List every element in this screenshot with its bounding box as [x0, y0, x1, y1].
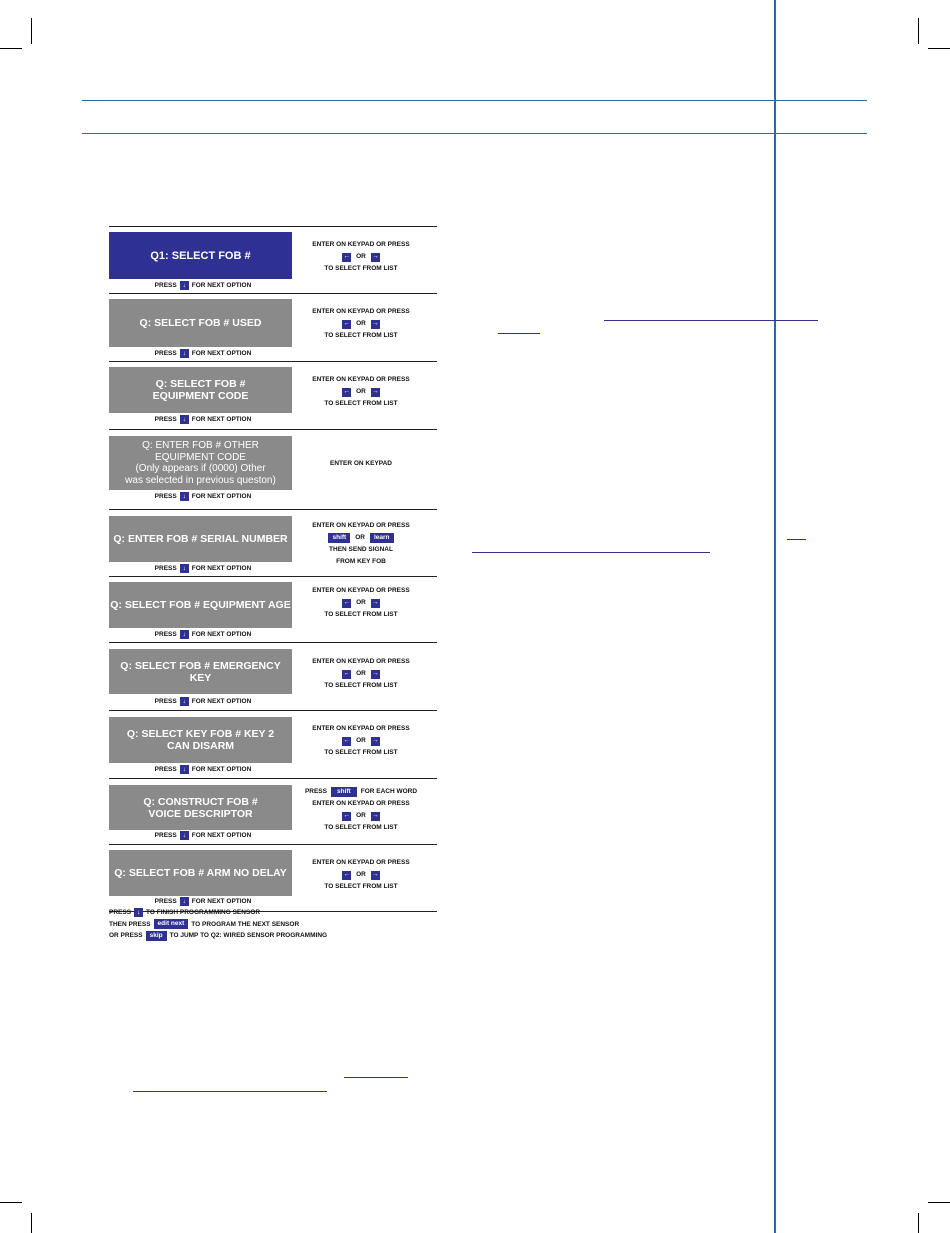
arrow-left-icon: ←: [343, 871, 350, 878]
instructions: [295, 723, 427, 759]
arrow-left-icon: ←: [343, 320, 350, 327]
footer-text: PRESS: [109, 909, 132, 916]
footer-text: TO FINISH PROGRAMMING SENSOR: [146, 909, 261, 916]
next-option-hint: [109, 415, 297, 424]
question-label: Q: SELECT FOB # ARM NO DELAY: [114, 867, 287, 879]
instructions: [295, 239, 427, 275]
instruction-text: THEN SEND SIGNAL: [329, 546, 393, 553]
crop-mark: [0, 48, 22, 49]
link-underline: [787, 539, 806, 540]
instruction-text: OR: [355, 534, 365, 541]
arrow-down-icon: ↓: [134, 908, 143, 917]
link-underline: [133, 1091, 327, 1092]
press-label: FOR NEXT OPTION: [191, 282, 252, 289]
instructions: [295, 374, 427, 410]
flow-step: [109, 778, 437, 844]
flow-step: [109, 429, 437, 509]
crop-mark: [31, 1213, 32, 1233]
next-option-hint: [109, 564, 297, 573]
question-box: [109, 436, 292, 490]
instruction-text: OR: [356, 253, 366, 260]
question-label: Q: SELECT FOB # USED: [139, 317, 262, 329]
instructions: [295, 520, 427, 568]
crop-mark: [918, 18, 919, 44]
instruction-text: ENTER ON KEYPAD OR PRESS: [312, 522, 410, 529]
question-label: VOICE DESCRIPTOR: [148, 807, 253, 820]
instruction-text: OR: [356, 812, 366, 819]
press-label: PRESS: [154, 698, 177, 705]
instruction-text: PRESS: [304, 788, 327, 795]
fob-programming-flowchart: [109, 226, 437, 912]
press-label: PRESS: [154, 565, 177, 572]
crop-mark: [31, 18, 32, 44]
next-option-hint: [109, 492, 297, 501]
question-label: Q: SELECT FOB # EQUIPMENT CODE: [152, 378, 249, 402]
press-label: FOR NEXT OPTION: [191, 565, 252, 572]
question-label: (Only appears if (0000) Other: [135, 463, 266, 474]
question-box: [109, 516, 292, 562]
skip-key: skip: [146, 931, 167, 941]
question-label: Q: SELECT FOB # EMERGENCY KEY: [120, 659, 281, 684]
next-option-hint: [109, 630, 297, 639]
flow-step: [109, 293, 437, 361]
question-label: Q: ENTER FOB # SERIAL NUMBER: [113, 533, 288, 545]
question-box: [109, 717, 292, 763]
footer-text: OR PRESS: [109, 932, 143, 939]
next-option-hint: [109, 897, 297, 906]
arrow-down-icon: ↓: [180, 415, 189, 424]
crop-mark: [0, 1202, 22, 1203]
press-label: PRESS: [154, 493, 177, 500]
link-underline: [498, 333, 540, 334]
press-label: PRESS: [154, 898, 177, 905]
instruction-text: TO SELECT FROM LIST: [324, 611, 398, 618]
instructions: [295, 786, 427, 834]
press-label: FOR NEXT OPTION: [191, 698, 252, 705]
flow-step: [109, 361, 437, 429]
arrow-right-icon: →: [372, 599, 379, 606]
shift-key: shift: [328, 533, 350, 543]
crop-mark: [928, 1202, 950, 1203]
crop-mark: [928, 48, 950, 49]
arrow-right-icon: →: [372, 670, 379, 677]
flow-step: [109, 576, 437, 642]
flow-step: [109, 710, 437, 778]
instruction-text: FROM KEY FOB: [336, 558, 386, 565]
next-option-hint: [109, 765, 297, 774]
press-label: FOR NEXT OPTION: [191, 832, 252, 839]
arrow-down-icon: ↓: [180, 630, 189, 639]
instructions: [295, 458, 427, 470]
arrow-down-icon: ↓: [180, 349, 189, 358]
arrow-down-icon: ↓: [180, 765, 189, 774]
arrow-down-icon: ↓: [180, 492, 189, 501]
arrow-right-icon: →: [372, 812, 379, 819]
question-label: was selected in previous queston): [125, 474, 276, 486]
next-option-hint: [109, 831, 297, 840]
instruction-text: TO SELECT FROM LIST: [324, 265, 398, 272]
arrow-down-icon: ↓: [180, 564, 189, 573]
instruction-text: ENTER ON KEYPAD OR PRESS: [312, 658, 410, 665]
instruction-text: TO SELECT FROM LIST: [324, 400, 398, 407]
arrow-left-icon: ←: [343, 737, 350, 744]
next-option-hint: [109, 349, 297, 358]
link-underline: [344, 1077, 408, 1078]
instruction-text: TO SELECT FROM LIST: [324, 883, 398, 890]
arrow-left-icon: ←: [343, 812, 350, 819]
instructions: [295, 857, 427, 893]
question-label: Q: CONSTRUCT FOB #: [143, 795, 258, 808]
press-label: PRESS: [154, 350, 177, 357]
arrow-right-icon: →: [372, 388, 379, 395]
arrow-right-icon: →: [372, 253, 379, 260]
instructions: [295, 306, 427, 342]
instruction-text: FOR EACH WORD: [360, 788, 418, 795]
arrow-left-icon: ←: [343, 253, 350, 260]
link-underline: [472, 552, 710, 553]
flow-step: [109, 226, 437, 293]
instruction-text: ENTER ON KEYPAD OR PRESS: [312, 308, 410, 315]
instruction-text: TO SELECT FROM LIST: [324, 332, 398, 339]
footer-text: THEN PRESS: [109, 920, 151, 928]
question-label: Q: SELECT FOB # EQUIPMENT AGE: [110, 599, 291, 611]
question-label: Q1: SELECT FOB #: [150, 249, 251, 262]
arrow-down-icon: ↓: [180, 897, 189, 906]
instruction-text: ENTER ON KEYPAD OR PRESS: [312, 241, 410, 248]
arrow-right-icon: →: [372, 320, 379, 327]
instruction-text: ENTER ON KEYPAD OR PRESS: [312, 376, 410, 383]
instructions: [295, 585, 427, 621]
instruction-text: ENTER ON KEYPAD OR PRESS: [312, 859, 410, 866]
question-box: [109, 850, 292, 896]
next-option-hint: [109, 281, 297, 290]
question-label: Q: SELECT KEY FOB # KEY 2: [126, 728, 275, 740]
question-label: EQUIPMENT CODE: [155, 451, 246, 463]
arrow-left-icon: ←: [343, 388, 350, 395]
question-box: [109, 582, 292, 628]
page-edge-bar: [774, 0, 776, 1233]
press-label: FOR NEXT OPTION: [191, 416, 252, 423]
next-option-hint: [109, 697, 297, 706]
press-label: PRESS: [154, 832, 177, 839]
press-label: FOR NEXT OPTION: [191, 350, 252, 357]
question-label: CAN DISARM: [166, 740, 235, 752]
footer-text: TO JUMP TO Q2: WIRED SENSOR PROGRAMMING: [169, 932, 328, 939]
shift-key: shift: [331, 787, 357, 797]
crop-mark: [918, 1213, 919, 1233]
question-box: [109, 785, 292, 830]
instruction-text: ENTER ON KEYPAD: [330, 460, 392, 467]
question-label: Q: ENTER FOB # OTHER: [142, 440, 259, 451]
question-box: [109, 367, 292, 413]
instruction-text: OR: [356, 670, 366, 677]
instruction-text: OR: [356, 871, 366, 878]
instruction-text: TO SELECT FROM LIST: [324, 682, 398, 689]
flowchart-footer: [109, 907, 327, 942]
instruction-text: OR: [356, 599, 366, 606]
arrow-left-icon: ←: [343, 599, 350, 606]
arrow-left-icon: ←: [343, 670, 350, 677]
arrow-down-icon: ↓: [180, 831, 189, 840]
arrow-right-icon: →: [372, 871, 379, 878]
learn-key: learn: [370, 533, 394, 543]
instruction-text: TO SELECT FROM LIST: [324, 749, 398, 756]
press-label: FOR NEXT OPTION: [191, 493, 252, 500]
arrow-right-icon: →: [372, 737, 379, 744]
press-label: PRESS: [154, 282, 177, 289]
press-label: PRESS: [154, 766, 177, 773]
instruction-text: ENTER ON KEYPAD OR PRESS: [312, 587, 410, 594]
footer-text: TO PROGRAM THE NEXT SENSOR: [191, 920, 300, 928]
instruction-text: ENTER ON KEYPAD OR PRESS: [312, 800, 410, 807]
press-label: FOR NEXT OPTION: [191, 898, 252, 905]
instruction-text: TO SELECT FROM LIST: [324, 824, 398, 831]
instruction-text: OR: [356, 320, 366, 327]
flow-step: [109, 844, 437, 912]
question-box: [109, 649, 292, 694]
flow-step: [109, 509, 437, 576]
flow-step: [109, 642, 437, 710]
instruction-text: OR: [356, 388, 366, 395]
instruction-text: OR: [356, 737, 366, 744]
header-rule-bottom: [82, 133, 867, 134]
arrow-down-icon: ↓: [180, 281, 189, 290]
link-underline: [604, 320, 818, 321]
instructions: [295, 656, 427, 692]
header-rule-top: [82, 100, 867, 101]
edit-next-key: edit next: [154, 919, 189, 929]
press-label: PRESS: [154, 416, 177, 423]
question-box-active: [109, 232, 292, 279]
arrow-down-icon: ↓: [180, 697, 189, 706]
question-box: [109, 299, 292, 347]
instruction-text: ENTER ON KEYPAD OR PRESS: [312, 725, 410, 732]
press-label: FOR NEXT OPTION: [191, 631, 252, 638]
press-label: PRESS: [154, 631, 177, 638]
press-label: FOR NEXT OPTION: [191, 766, 252, 773]
